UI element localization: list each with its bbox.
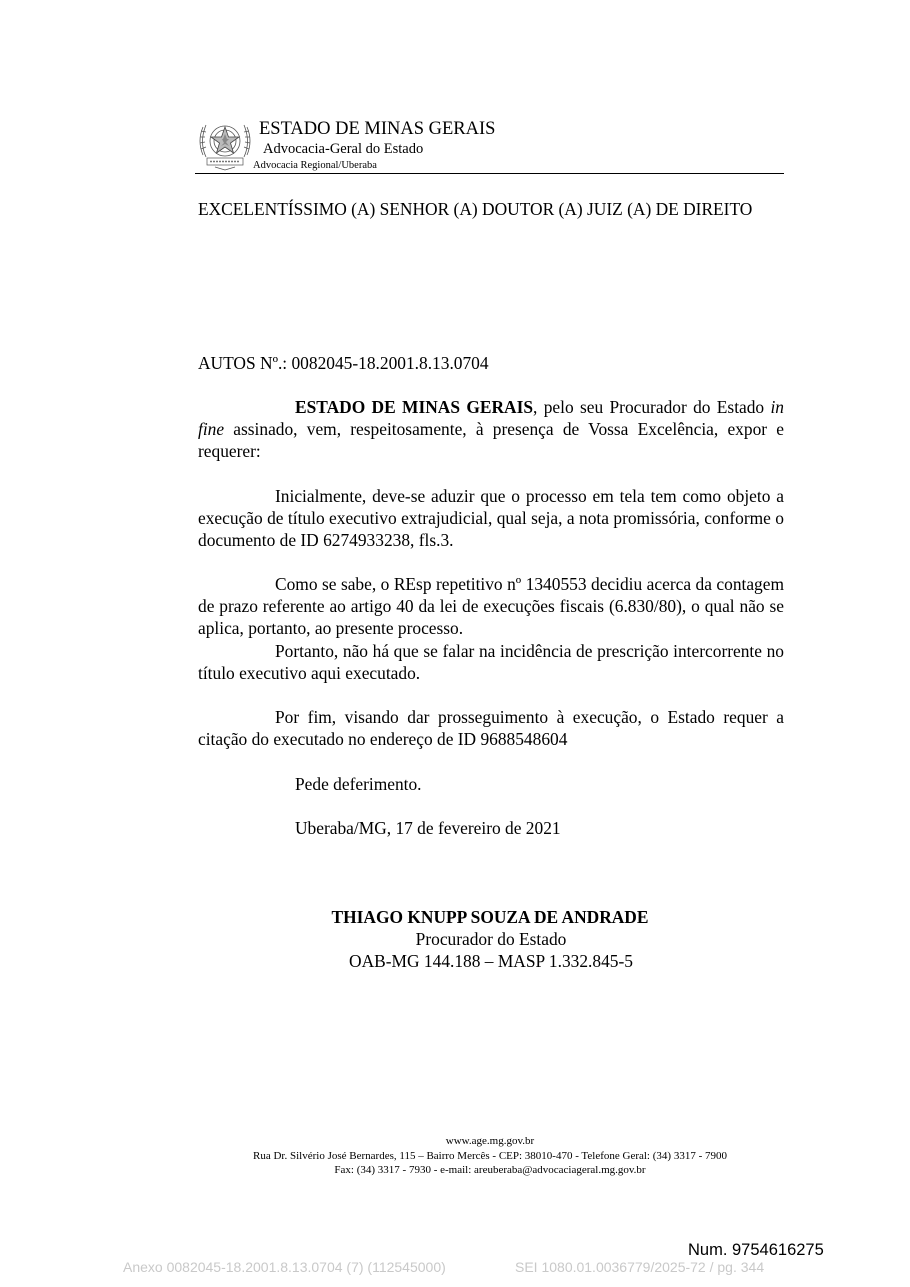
signer-role: Procurador do Estado <box>415 929 567 949</box>
paragraph-3: Portanto, não há que se falar na incidência de prescrição intercorrente no título executivo aqui executado. <box>198 641 784 683</box>
party-name: ESTADO DE MINAS GERAIS <box>295 397 534 417</box>
paragraph-1: Inicialmente, deve-se aduzir que o processo em tela tem como objeto a execução de título executivo extrajudicial, qual seja, a nota promissória, conforme o documento de ID 6274933238, fls.3. <box>198 486 784 550</box>
intro-text-2: assinado, vem, respeitosamente, à presença de Vossa Excelência, expor e requerer: <box>198 419 784 461</box>
sei-stamp: SEI 1080.01.0036779/2025-72 / pg. 344 <box>515 1259 765 1275</box>
intro-italic: in fine <box>198 397 784 439</box>
document-number: Num. 9754616275 <box>688 1241 824 1259</box>
paragraph-4: Por fim, visando dar prosseguimento à execução, o Estado requer a citação do executado no endereço de ID 9688548604 <box>198 707 784 749</box>
letterhead <box>195 115 784 175</box>
letterhead-title: ESTADO DE MINAS GERAIS <box>259 119 496 139</box>
case-number: AUTOS Nº.: 0082045-18.2001.8.13.0704 <box>198 353 489 373</box>
letterhead-divider <box>195 173 784 174</box>
signer-name: THIAGO KNUPP SOUZA DE ANDRADE <box>331 907 649 927</box>
attachment-stamp: Anexo 0082045-18.2001.8.13.0704 (7) (112545000) <box>123 1259 446 1275</box>
intro-text-1: , pelo seu Procurador do Estado <box>533 397 771 417</box>
closing: Pede deferimento. <box>295 774 422 794</box>
footer-website: www.age.mg.gov.br <box>445 1135 535 1147</box>
letterhead-subtitle: Advocacia-Geral do Estado <box>263 141 424 157</box>
signer-registration: OAB-MG 144.188 – MASP 1.332.845-5 <box>349 951 633 971</box>
footer-contact: Fax: (34) 3317 - 7930 - e-mail: areuberaba@advocaciageral.mg.gov.br <box>334 1164 646 1176</box>
place-date: Uberaba/MG, 17 de fevereiro de 2021 <box>295 818 561 838</box>
letterhead-office: Advocacia Regional/Uberaba <box>253 160 377 171</box>
minas-gerais-coat-of-arms-icon <box>195 115 255 171</box>
paragraph-2: Como se sabe, o REsp repetitivo nº 1340553 decidiu acerca da contagem de prazo referente ao artigo 40 da lei de execuções fiscais (6.830/80), o qual não se aplica, portanto, ao presente processo. <box>198 574 784 638</box>
intro-paragraph <box>198 396 784 462</box>
footer-address: Rua Dr. Silvério José Bernardes, 115 – Bairro Mercês - CEP: 38010-470 - Telefone Geral: (34) 3317 - 7900 <box>253 1150 727 1162</box>
addressee: EXCELENTÍSSIMO (A) SENHOR (A) DOUTOR (A) JUIZ (A) DE DIREITO <box>198 199 753 219</box>
